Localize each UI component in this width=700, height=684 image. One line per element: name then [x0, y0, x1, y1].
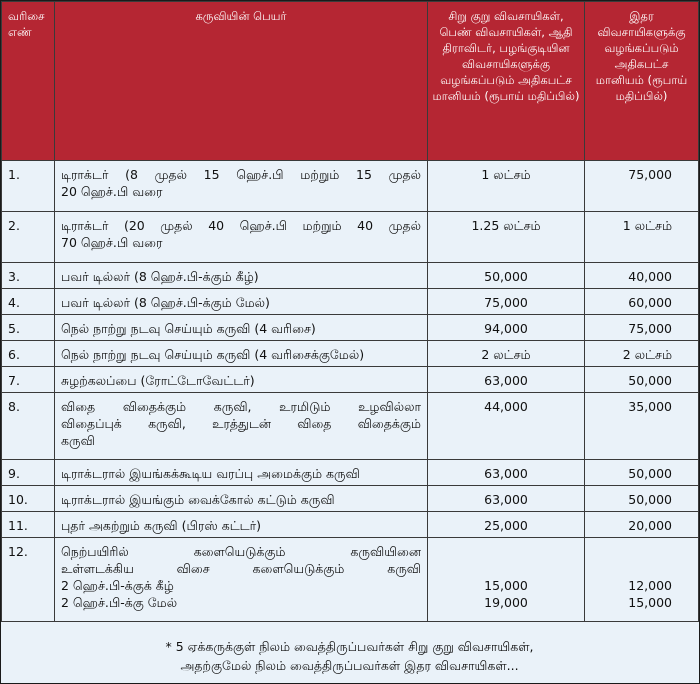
- small-farmer-subsidy-above-2hp: 19,000: [484, 595, 528, 610]
- small-farmer-subsidy-below-2hp: 15,000: [484, 578, 528, 593]
- small-farmer-subsidy: 25,000: [428, 512, 585, 538]
- other-farmer-subsidy: 75,000: [585, 161, 699, 212]
- other-farmer-subsidy: 40,000: [585, 263, 699, 289]
- table-row: [2, 538, 699, 622]
- table-row: [2, 460, 699, 486]
- other-farmer-subsidy: 50,000: [585, 367, 699, 393]
- equipment-name-line: டிராக்டர் (20 முதல் 40 ஹெச்.பி மற்றும் 40 முதல்: [61, 218, 421, 233]
- footnote-line: * 5 ஏக்கருக்குள் நிலம் வைத்திருப்பவர்கள் சிறு குறு விவசாயிகள்,: [165, 639, 534, 654]
- table-row: [2, 341, 699, 367]
- other-farmer-subsidy: 35,000: [585, 393, 699, 460]
- other-farmer-subsidy: 60,000: [585, 289, 699, 315]
- other-farmer-subsidy: 50,000: [585, 460, 699, 486]
- small-farmer-subsidy: 63,000: [428, 486, 585, 512]
- small-farmer-subsidy: 94,000: [428, 315, 585, 341]
- other-farmer-subsidy: 50,000: [585, 486, 699, 512]
- small-farmer-subsidy: 50,000: [428, 263, 585, 289]
- small-farmer-subsidy: 44,000: [428, 393, 585, 460]
- table-row: [2, 512, 699, 538]
- other-farmer-subsidy: [585, 538, 699, 622]
- spacer: [591, 560, 672, 577]
- header-serial: வரிசை எண்: [2, 2, 55, 161]
- table-row: [2, 315, 699, 341]
- equipment-name: பவர் டில்லர் (8 ஹெச்.பி-க்கும் கீழ்): [55, 263, 428, 289]
- small-farmer-subsidy: 2 லட்சம்: [428, 341, 585, 367]
- row-number: 12.: [2, 538, 55, 622]
- equipment-name-line: உள்ளடக்கிய விசை களையெடுக்கும் கருவி: [61, 561, 421, 576]
- small-farmer-subsidy: 75,000: [428, 289, 585, 315]
- footnote: [1, 630, 698, 682]
- equipment-name: நெல் நாற்று நடவு செய்யும் கருவி (4 வரிசைக்குமேல்): [55, 341, 428, 367]
- other-farmer-subsidy: 20,000: [585, 512, 699, 538]
- equipment-name: நெல் நாற்று நடவு செய்யும் கருவி (4 வரிசை): [55, 315, 428, 341]
- table-row: [2, 161, 699, 212]
- header-small-farmers: சிறு குறு விவசாயிகள், பெண் விவசாயிகள், ஆதி திராவிடர், பழங்குடியின விவசாயிகளுக்கு வழங்கப்படும் அதிகபட்ச மானியம் (ரூபாய் மதிப்பில்): [428, 2, 585, 161]
- other-farmer-subsidy: 1 லட்சம்: [585, 212, 699, 263]
- small-farmer-subsidy: 1 லட்சம்: [428, 161, 585, 212]
- row-number: 2.: [2, 212, 55, 263]
- row-number: 11.: [2, 512, 55, 538]
- equipment-name-line: கருவி: [61, 433, 95, 448]
- spacer: [434, 560, 578, 577]
- row-number: 4.: [2, 289, 55, 315]
- equipment-name: [55, 538, 428, 622]
- other-farmer-subsidy-below-2hp: 12,000: [628, 578, 672, 593]
- subsidy-table: [1, 1, 699, 622]
- header-name: கருவியின் பெயர்: [55, 2, 428, 161]
- row-number: 7.: [2, 367, 55, 393]
- small-farmer-subsidy: 63,000: [428, 460, 585, 486]
- header-other-farmers: இதர விவசாயிகளுக்கு வழங்கப்படும் அதிகபட்ச மானியம் (ரூபாய் மதிப்பில்): [585, 2, 699, 161]
- table-row: [2, 263, 699, 289]
- row-number: 10.: [2, 486, 55, 512]
- equipment-name-line: 70 ஹெச்.பி வரை: [61, 235, 163, 250]
- other-farmer-subsidy-above-2hp: 15,000: [628, 595, 672, 610]
- other-farmer-subsidy: 75,000: [585, 315, 699, 341]
- equipment-name: டிராக்டரால் இயங்கும் வைக்கோல் கட்டும் கருவி: [55, 486, 428, 512]
- table-row: [2, 393, 699, 460]
- small-farmer-subsidy: [428, 538, 585, 622]
- equipment-name: [55, 393, 428, 460]
- other-farmer-subsidy: 2 லட்சம்: [585, 341, 699, 367]
- spacer: [434, 543, 578, 560]
- equipment-name-line: விதைப்புக் கருவி, உரத்துடன் விதை விதைக்கும்: [61, 416, 421, 431]
- equipment-name: [55, 212, 428, 263]
- table-row: [2, 486, 699, 512]
- small-farmer-subsidy: 1.25 லட்சம்: [428, 212, 585, 263]
- equipment-name: புதர் அகற்றும் கருவி (பிரஸ் கட்டர்): [55, 512, 428, 538]
- equipment-name: [55, 161, 428, 212]
- row-number: 9.: [2, 460, 55, 486]
- equipment-name-line: டிராக்டர் (8 முதல் 15 ஹெச்.பி மற்றும் 15 முதல்: [61, 167, 421, 182]
- table-row: [2, 367, 699, 393]
- equipment-name: பவர் டில்லர் (8 ஹெச்.பி-க்கும் மேல்): [55, 289, 428, 315]
- equipment-name: சுழற்கலப்பை (ரோட்டோவேட்டர்): [55, 367, 428, 393]
- equipment-name-line: 2 ஹெச்.பி-க்குக் கீழ்: [61, 578, 174, 593]
- equipment-name-line: 2 ஹெச்.பி-க்கு மேல்: [61, 595, 178, 610]
- spacer: [591, 543, 672, 560]
- equipment-name-line: 20 ஹெச்.பி வரை: [61, 184, 163, 199]
- row-number: 6.: [2, 341, 55, 367]
- equipment-name: டிராக்டரால் இயங்கக்கூடிய வரப்பு அமைக்கும் கருவி: [55, 460, 428, 486]
- row-number: 5.: [2, 315, 55, 341]
- row-number: 3.: [2, 263, 55, 289]
- small-farmer-subsidy: 63,000: [428, 367, 585, 393]
- equipment-name-line: நெற்பயிரில் களையெடுக்கும் கருவியினை: [61, 544, 421, 559]
- row-number: 8.: [2, 393, 55, 460]
- table-row: [2, 289, 699, 315]
- row-number: 1.: [2, 161, 55, 212]
- table-row: [2, 212, 699, 263]
- table-header-row: [2, 2, 699, 161]
- footnote-line: அதற்குமேல் நிலம் வைத்திருப்பவர்கள் இதர விவசாயிகள்...: [180, 658, 519, 673]
- equipment-name-line: விதை விதைக்கும் கருவி, உரமிடும் உழவில்லா: [61, 399, 421, 414]
